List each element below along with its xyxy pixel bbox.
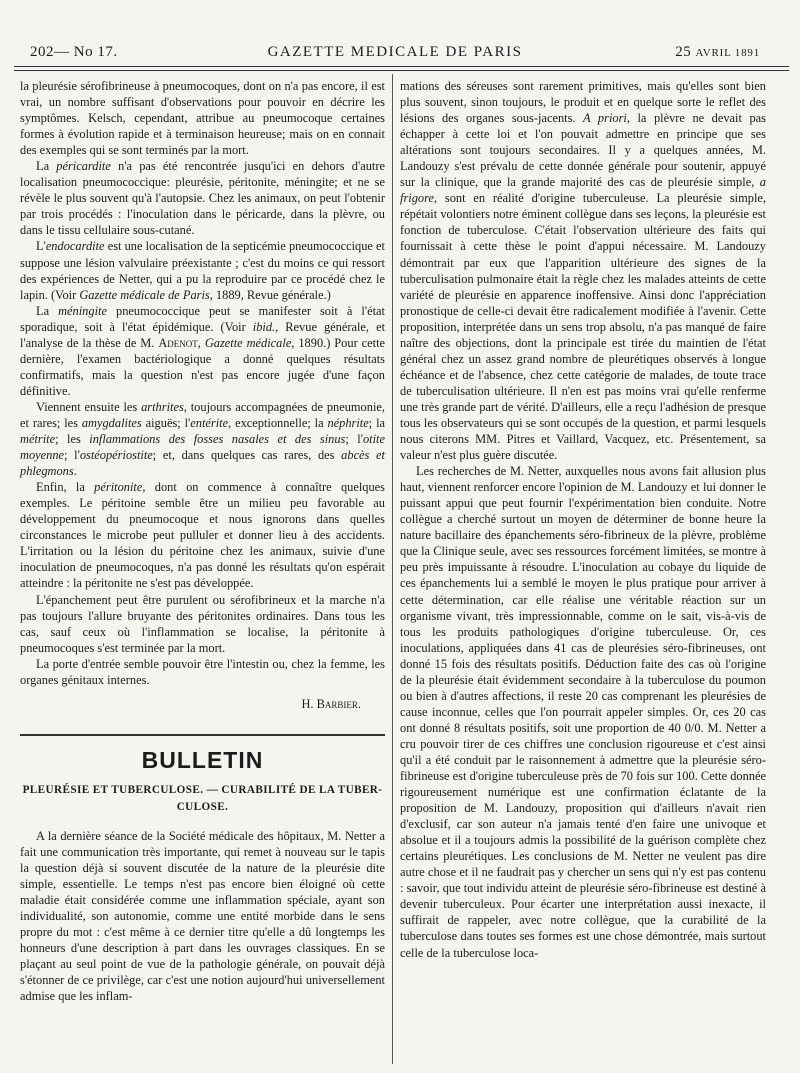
header-rule-bottom [14, 70, 789, 71]
paragraph-bulletin-intro: A la dernière séance de la Société médicale des hôpitaux, M. Netter a fait une communication très importante, qui remet à nouveau sur le tapis la question déjà si souvent discutée de la nature de la pleurésie dite simple, essentielle. Le temps n'est pas encore bien éloigné où cette maladie était considérée comme une inflammation spéciale, ayant son individualité, son autonomie, comme une entité morbide dans le sens propre du mot : c'est même à ce dernier titre qu'elle a dû longtemps les honneurs d'une description à part dans les ouvrages classiques. En se plaçant au seul point de vue de la pathologie générale, on pouvait déjà s'étonner de ce privilège, car c'est une notion aujourd'hui universellement admise que les inflam- [20, 828, 385, 1004]
right-column [400, 78, 766, 961]
section-title: BULLETIN [141, 746, 264, 773]
paragraph-pericardite: La péricardite n'a pas été rencontrée jusqu'ici en dehors d'autre localisation pneumococcique: pleurésie, péritonite, méningite; et ne se révèle le plus souvent qu'à l'autopsie. Chez les animaux, on peut l'obtenir par trois procédés : l'inoculation dans le péricarde, dans la plèvre, ou dans le tissu cellulaire sous-cutané. [20, 159, 385, 238]
article-subheading: PLEURÉSIE ET TUBERCULOSE. — CURABILITÉ DE LA TUBER- CULOSE. [22, 783, 383, 813]
author-signature: H. Barbier. [301, 696, 361, 711]
left-column [20, 78, 385, 1004]
paragraph-porte-entree: La porte d'entrée semble pouvoir être l'intestin ou, chez la femme, les organes génitaux internes. [20, 656, 385, 687]
paragraph-meningite: La méningite pneumococcique peut se manifester soit à l'état sporadique, soit à l'état épidémique. (Voir ibid., Revue générale, et l'analyse de la thèse de M. Adenot, Gazette médicale, 1890.) Pour cette dernière, l'examen bactériologique a donné quelques résultats confirmatifs, mais la question n'est pas encore jugée d'une façon définitive. [20, 303, 386, 398]
issue-date-month-year: AVRIL 1891 [695, 47, 760, 59]
paragraph-landouzy: mations des séreuses sont rarement primitives, mais qu'elles sont bien plus souvent, sinon toujours, le produit et en quelque sorte le reflet des lésions des organes sous-jacents. A priori, la plèvre ne devait pas échapper à cette loi et l'on pouvait admettre en principe que ses altérations sont toujours secondaires. Il y a quelques années, M. Landouzy s'est prévalu de cette donnée générale pour soutenir, appuyé sur la clinique, que la grande majorité des cas de pleurésie simple, a frigore, sont en réalité d'origine tuberculeuse. La pleurésie simple, répétait volontiers notre éminent collègue dans ses leçons, la pleurésie est fonction de tuberculose. C'était l'observation ultérieure des faits qui fournissait à cette thèse le point d'appui nécessaire. M. Landouzy démontrait par eux que l'apparition ultérieure des signes de la tuberculisation pulmonaire était la règle chez les malades atteints de cette variété de pleurésie en apparence inoffensive. Ainsi donc l'appréciation pronostique de celle-ci devait être radicalement modifiée à l'avenir. Cette proposition, interprétée dans un sens trop absolu, n'a pas manqué de faire naître des objections, dont la principale est tirée du maintien de l'état général chez un assez grand nombre de pleurétiques observés à longue échéance et de l'absence, chez cette catégorie de malades, de toute trace de tuberculisation ultérieure. Il n'en est pas moins vrai qu'elle renferme une très grande part de vérité. D'ailleurs, elle a reçu l'adhésion de presque tous les observateurs qui se sont occupés de la question, et parmi lesquels nous citerons MM. Pitres et Vaillard, Vacquez, etc. Présentement, sa valeur n'est plus guère discutée. [400, 79, 766, 463]
header-rule-top [14, 66, 789, 67]
column-divider [392, 74, 393, 1064]
paragraph: la pleurésie sérofibrineuse à pneumocoques, dont on n'a pas encore, il est vrai, un nombre suffisant d'observations pour pouvoir en décrire les symptômes. Kelsch, cependant, attribue au pneumocoque certaines formes à évolution rapide et à terminaison heureuse; mais on en connait des exemples qui se sont terminés par la mort. [20, 79, 385, 158]
page-number: 202— No 17. [30, 44, 118, 60]
paragraph-epanchement: L'épanchement peut être purulent ou sérofibrineux et la marche n'a pas toujours l'allure bruyante des péritonites ordinaires. Dans tous les cas, sauf ceux où l'inflammation se localise, la péritonite à pneumocoques s'est terminée par la mort. [20, 592, 385, 655]
issue-date [675, 44, 760, 61]
paragraph-peritonite: Enfin, la péritonite, dont on commence à connaître quelques exemples. Le péritoine semble être un milieu peu favorable au développement du pneumocoque et nous ignorons dans quelles circonstances le microbe peut pulluler et donner lieu à des accidents. L'irritation ou la lésion du péritoine chez les animaux, suivie d'une inoculation de pneumocoques, n'a pas donné les résultats qu'on espérait atteindre : la péritonite ne s'est pas développée. [20, 480, 385, 591]
paragraph-arthrites: Viennent ensuite les arthrites, toujours accompagnées de pneumonie, et rares; les amygdalites aiguës; l'entérite, exceptionnelle; la néphrite; la métrite; les inflammations des fosses nasales et des sinus; l'otite moyenne; l'ostéopériostite; et, dans quelques cas rares, des abcès et phlegmons. [20, 399, 386, 479]
page-header [30, 44, 760, 66]
journal-title: GAZETTE MEDICALE DE PARIS [267, 44, 523, 60]
paragraph-netter: Les recherches de M. Netter, auxquelles nous avons fait allusion plus haut, viennent renforcer encore l'opinion de M. Landouzy et lui donner le puissant appui que peut fournir l'expérimentation bien conduite. Notre collègue a cherché surtout un moyen de déterminer de bonne heure la nature bacillaire des épanchements séro-fibrineux de la plèvre, problème que la Clinique seule, avec ses ressources forcément limitées, se montre à peu près impuissante à résoudre. L'inoculation au cobaye du liquide de ces épanchements lui a semblé le moyen le plus pratique pour arriver à cette détermination, car elle réalise une véritable réaction sur un organisme vivant, très impressionnable, comme on le sait, vis-à-vis de tous les produits pathologiques d'origine tuberculeuse. Or, ces inoculations, appliquées dans 41 cas de pleurésies séro-fibrineuses, ont donné 15 fois des résultats positifs. Déduction faite des cas où l'origine de la pleurésie était évidemment secondaire à la tuberculose du poumon ou bien à d'autres affections, il reste 20 cas comprenant les pleurésies de cause inconnue, celles que l'on pourrait appeler simples. Or, ces 20 cas ont donné 8 résultats positifs, soit une proportion de 40 0/0. M. Netter a cru pouvoir tirer de ces chiffres une conclusion rigoureuse et c'est ainsi qu'il a été conduit par le raisonnement à admettre que la pleurésie séro-fibrineuse est d'origine tuberculeuse près de 70 fois sur 100. Cette donnée rigoureusement numérique est une confirmation éclatante de la proposition de M. Landouzy, proposition qui d'ailleurs n'avait rien d'exclusif, car son auteur n'a jamais tenté d'en faire une univoque et absolue et il a toujours admis la possibilité de la guérison complète chez certains pleurétiques. Les conclusions de M. Netter ne veulent pas dire autre chose et il ne faudrait pas y chercher un sens qui n'y est pas contenu : savoir, que tout individu atteint de pleurésie séro-fibrineuse est destiné à devenir tuberculeux. Pour écarter une interprétation aussi inexacte, il suffirait de rappeler, avec notre collègue, que la curabilité de la tuberculose dans toutes ses formes est une chose démontrée, mais surtout celle de la tuberculose loca- [400, 464, 766, 960]
issue-date-day: 25 [675, 44, 692, 60]
section-separator [20, 734, 385, 736]
paragraph-endocardite: L'endocardite est une localisation de la septicémie pneumococcique et suppose une lésion valvulaire préexistante ; c'est du moins ce qui ressort des expériences de Netter, qui a pu la reproduire par ce procédé chez le lapin. (Voir Gazette médicale de Paris, 1889, Revue générale.) [20, 239, 385, 302]
